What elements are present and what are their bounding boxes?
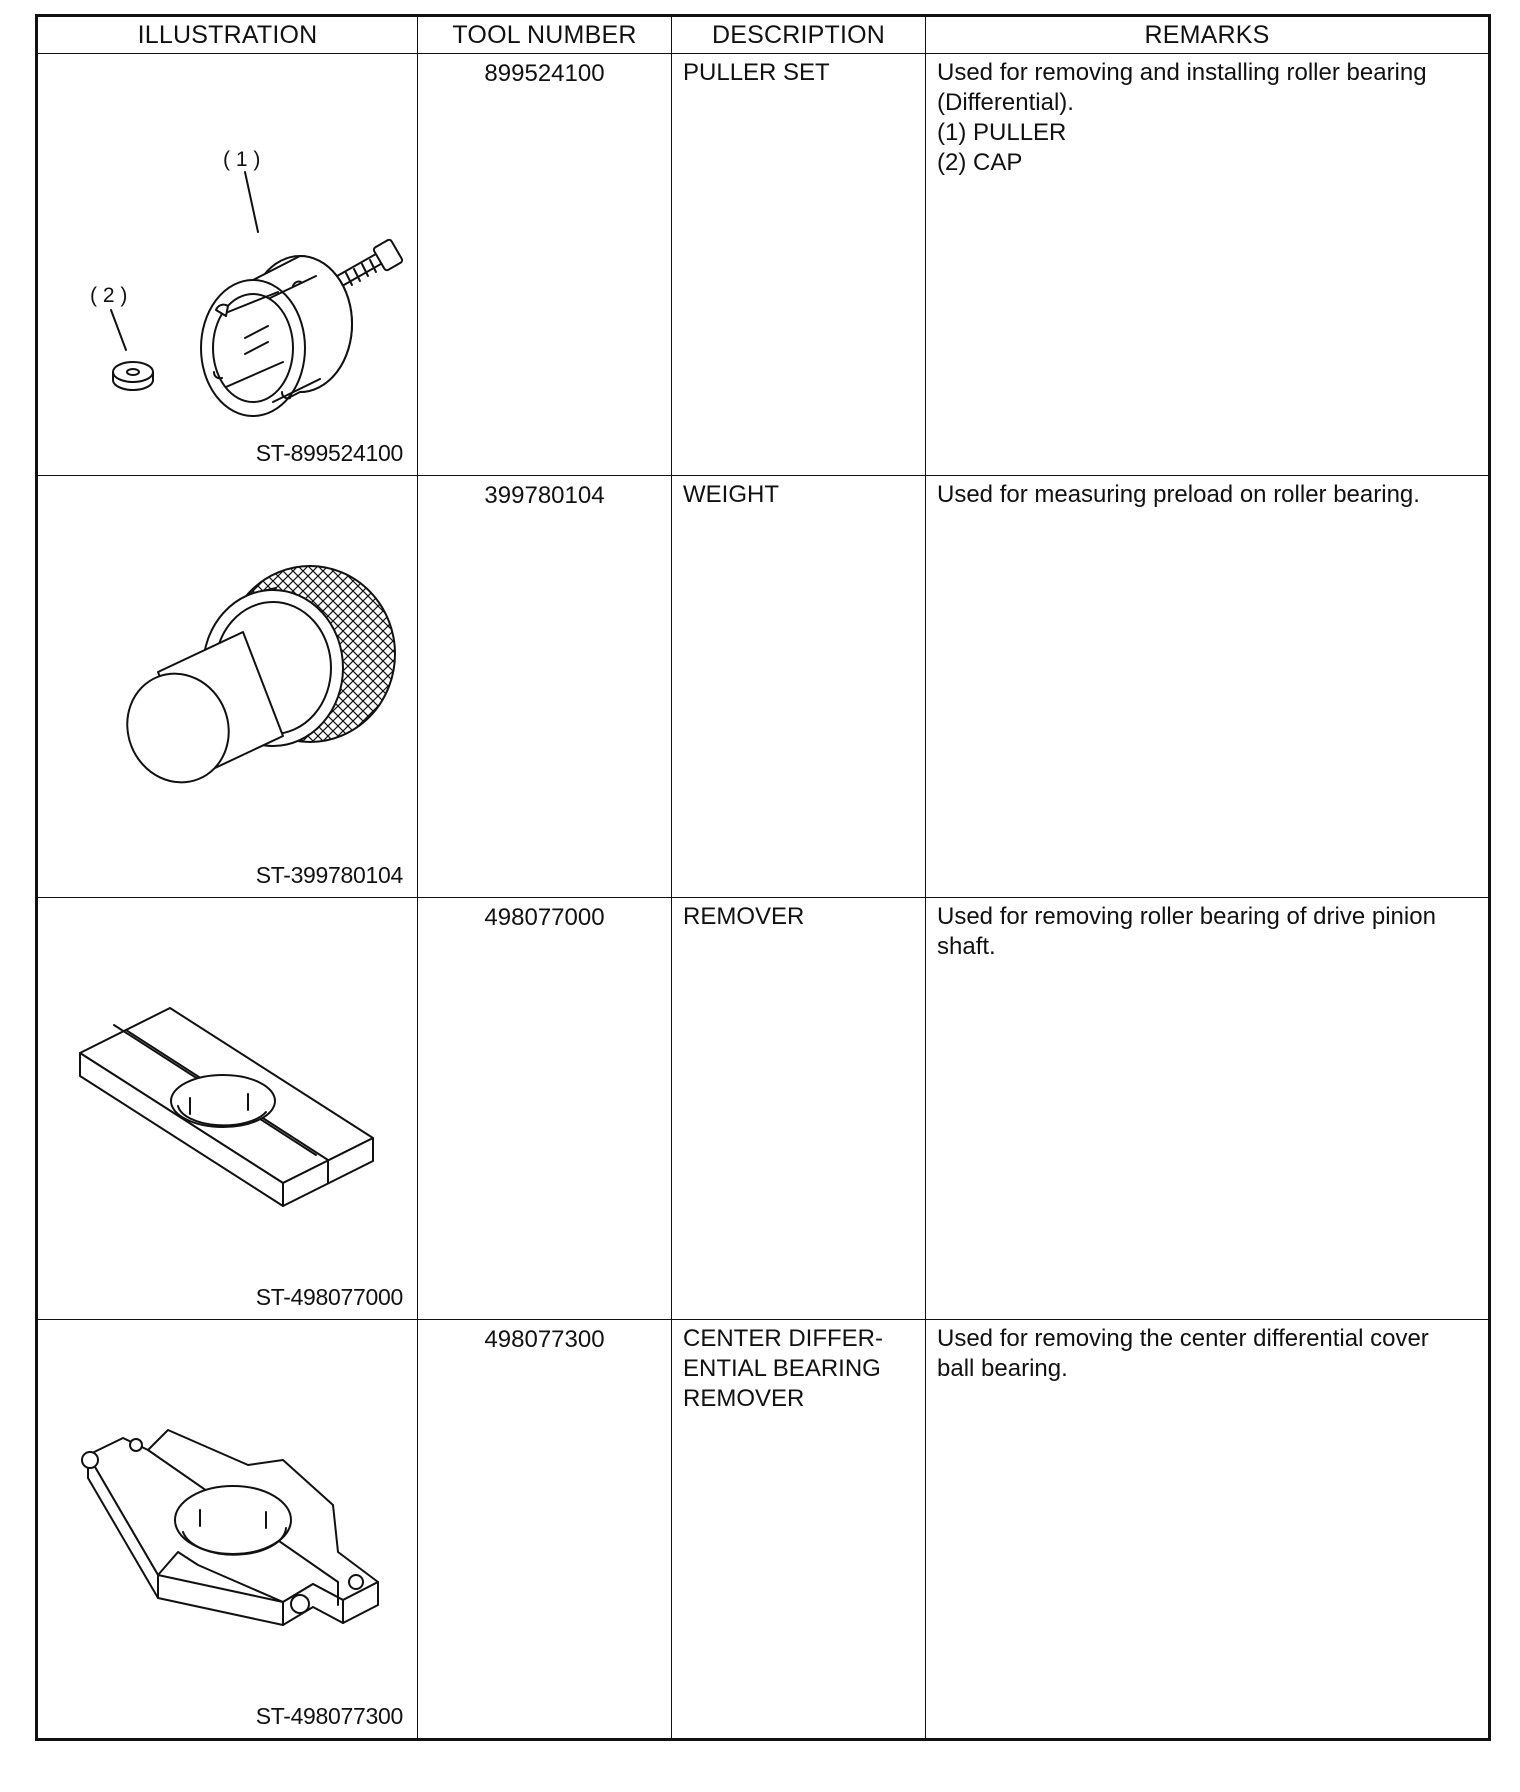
header-description: DESCRIPTION [672, 16, 926, 54]
description-line: WEIGHT [683, 481, 779, 508]
table-row [37, 54, 1490, 476]
illustration-caption: ST-399780104 [255, 862, 403, 888]
remarks-cell [926, 1320, 1490, 1740]
illustration-caption: ST-899524100 [255, 440, 403, 466]
remarks-line: Used for removing the center differential cover [937, 1325, 1429, 1352]
description-cell [672, 898, 926, 1320]
description-line: REMOVER [683, 903, 805, 930]
tool-number-cell: 498077000 [418, 898, 672, 1320]
remarks-line: ball bearing. [937, 1355, 1068, 1382]
remarks-line: (Differential). [937, 89, 1074, 116]
leader-line [245, 172, 258, 232]
description-line: CENTER DIFFER- [683, 1325, 883, 1352]
remarks-line: (2) CAP [937, 149, 1023, 176]
remarks-line: Used for removing and installing roller bearing [937, 59, 1427, 86]
description-line: PULLER SET [683, 59, 830, 86]
table-row [37, 476, 1490, 898]
illustration-cell [37, 54, 418, 476]
remarks-line: shaft. [937, 933, 996, 960]
description-line: REMOVER [683, 1385, 805, 1412]
table-row [37, 1320, 1490, 1740]
callout-2: ( 2 ) [90, 284, 128, 307]
tool-number-cell: 498077300 [418, 1320, 672, 1740]
description-cell [672, 476, 926, 898]
puller-set-illustration [38, 54, 419, 469]
remover-illustration [38, 898, 419, 1313]
remarks-line: Used for removing roller bearing of drive pinion [937, 903, 1436, 930]
remarks-line: (1) PULLER [937, 119, 1067, 146]
table-row [37, 898, 1490, 1320]
header-remarks: REMARKS [926, 16, 1490, 54]
description-cell [672, 1320, 926, 1740]
leader-line [111, 310, 126, 350]
tool-number-cell: 399780104 [418, 476, 672, 898]
illustration-cell [37, 898, 418, 1320]
header-row [37, 16, 1490, 54]
description-cell [672, 54, 926, 476]
weight-illustration [38, 476, 419, 891]
center-differential-bearing-remover-illustration [38, 1320, 419, 1735]
description-line: ENTIAL BEARING [683, 1355, 881, 1382]
special-tools-table [35, 14, 1491, 1741]
tool-number-cell: 899524100 [418, 54, 672, 476]
illustration-caption: ST-498077000 [255, 1284, 403, 1310]
remarks-cell [926, 54, 1490, 476]
illustration-cell [37, 1320, 418, 1740]
illustration-cell [37, 476, 418, 898]
remarks-line: Used for measuring preload on roller bearing. [937, 481, 1420, 508]
illustration-caption: ST-498077300 [255, 1703, 403, 1729]
remarks-cell [926, 898, 1490, 1320]
remarks-cell [926, 476, 1490, 898]
callout-1: ( 1 ) [223, 148, 261, 171]
header-tool-number: TOOL NUMBER [418, 16, 672, 54]
header-illustration: ILLUSTRATION [37, 16, 418, 54]
